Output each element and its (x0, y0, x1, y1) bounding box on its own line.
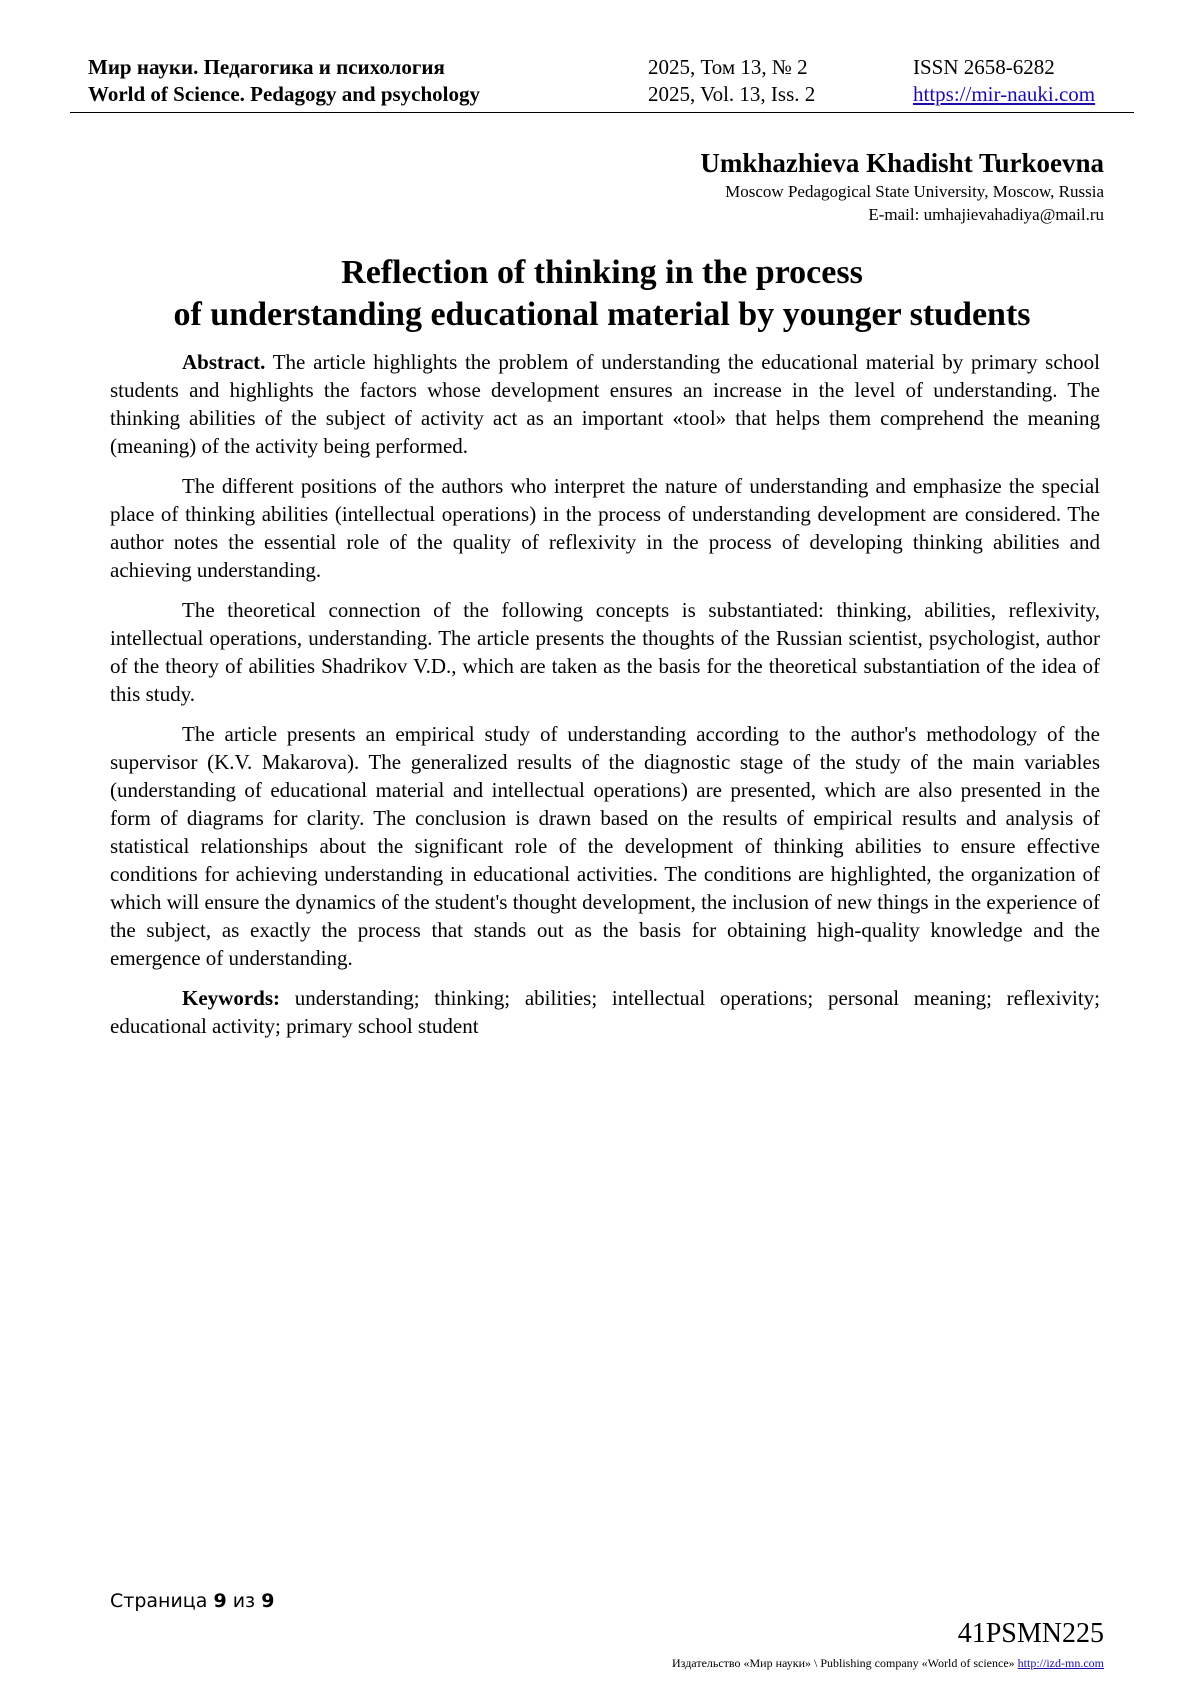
abstract-paragraph-3: The theoretical connection of the following concepts is substantiated: thinking, abilities, reflexivity, intellectual operations, understanding. The article presents the thoughts of the Russian scientist, psychologist, author of the theory of abilities Shadrikov V.D., which are taken as the basis for the theoretical substantiation of the idea of this study. (110, 598, 1100, 706)
journal-name-ru: Мир науки. Педагогика и психология (88, 55, 445, 79)
abstract-paragraph-1 (110, 348, 1100, 460)
abstract-paragraph-2: The different positions of the authors who interpret the nature of understanding and emphasize the special place of thinking abilities (intellectual operations) in the process of understanding development are considered. The author notes the essential role of the quality of reflexivity in the process of developing thinking abilities and achieving understanding. (110, 474, 1100, 582)
header-divider (70, 112, 1134, 113)
publisher-link[interactable]: http://izd-mn.com (1017, 1656, 1104, 1670)
keywords-text: understanding; thinking; abilities; intellectual operations; personal meaning; reflexivity; educational activity; primary school student (110, 986, 1100, 1038)
article-code: 41PSMN225 (957, 1618, 1104, 1649)
title-line-1: Reflection of thinking in the process (341, 254, 863, 291)
issn: ISSN 2658-6282 (913, 55, 1055, 79)
page-current: 9 (213, 1590, 227, 1612)
header-row-en (88, 81, 1118, 108)
abstract-label: Abstract. (182, 350, 266, 374)
title-line-2: of understanding educational material by younger students (173, 296, 1031, 333)
author-email: E-mail: umhajievahadiya@mail.ru (868, 205, 1104, 224)
page-of: из (226, 1590, 262, 1612)
keywords-label: Keywords: (182, 986, 280, 1010)
publisher-text: Издательство «Мир науки» \ Publishing company «World of science» (672, 1656, 1018, 1670)
publisher-line (672, 1655, 1104, 1671)
journal-website-link[interactable]: https://mir-nauki.com (913, 82, 1096, 106)
abstract-text-1: The article highlights the problem of understanding the educational material by primary school students and highlights the factors whose development ensures an increase in the level of understanding. The thinking abilities of the subject of activity act as an important «tool» that helps them comprehend the meaning (meaning) of the activity being performed. (110, 350, 1100, 458)
header-row-ru (88, 54, 1118, 81)
journal-name-en: World of Science. Pedagogy and psychology (88, 82, 481, 106)
article-title (100, 252, 1104, 336)
author-name: Umkhazhieva Khadisht Turkoevna (700, 148, 1104, 178)
page-number (110, 1589, 274, 1613)
issue-info-ru: 2025, Том 13, № 2 (648, 55, 808, 79)
page-prefix: Страница (110, 1590, 214, 1612)
page-total: 9 (261, 1590, 275, 1612)
abstract-section (110, 348, 1100, 1052)
issue-info-en: 2025, Vol. 13, Iss. 2 (648, 82, 816, 106)
author-block (700, 146, 1104, 226)
keywords-paragraph (110, 984, 1100, 1040)
abstract-paragraph-4: The article presents an empirical study of understanding according to the author's methodology of the supervisor (K.V. Makarova). The generalized results of the diagnostic stage of the study of the main variables (understanding of educational material and intellectual operations) are presented, which are also presented in the form of diagrams for clarity. The conclusion is drawn based on the results of empirical results and analysis of statistical relationships about the significant role of the development of thinking abilities to ensure effective conditions for achieving understanding in educational activities. The conditions are highlighted, the organization of which will ensure the dynamics of the student's thought development, the inclusion of new things in the experience of the subject, as exactly the process that stands out as the basis for obtaining high-quality knowledge and the emergence of understanding. (110, 722, 1100, 970)
journal-header (88, 54, 1118, 108)
author-affiliation: Moscow Pedagogical State University, Moscow, Russia (725, 182, 1104, 201)
